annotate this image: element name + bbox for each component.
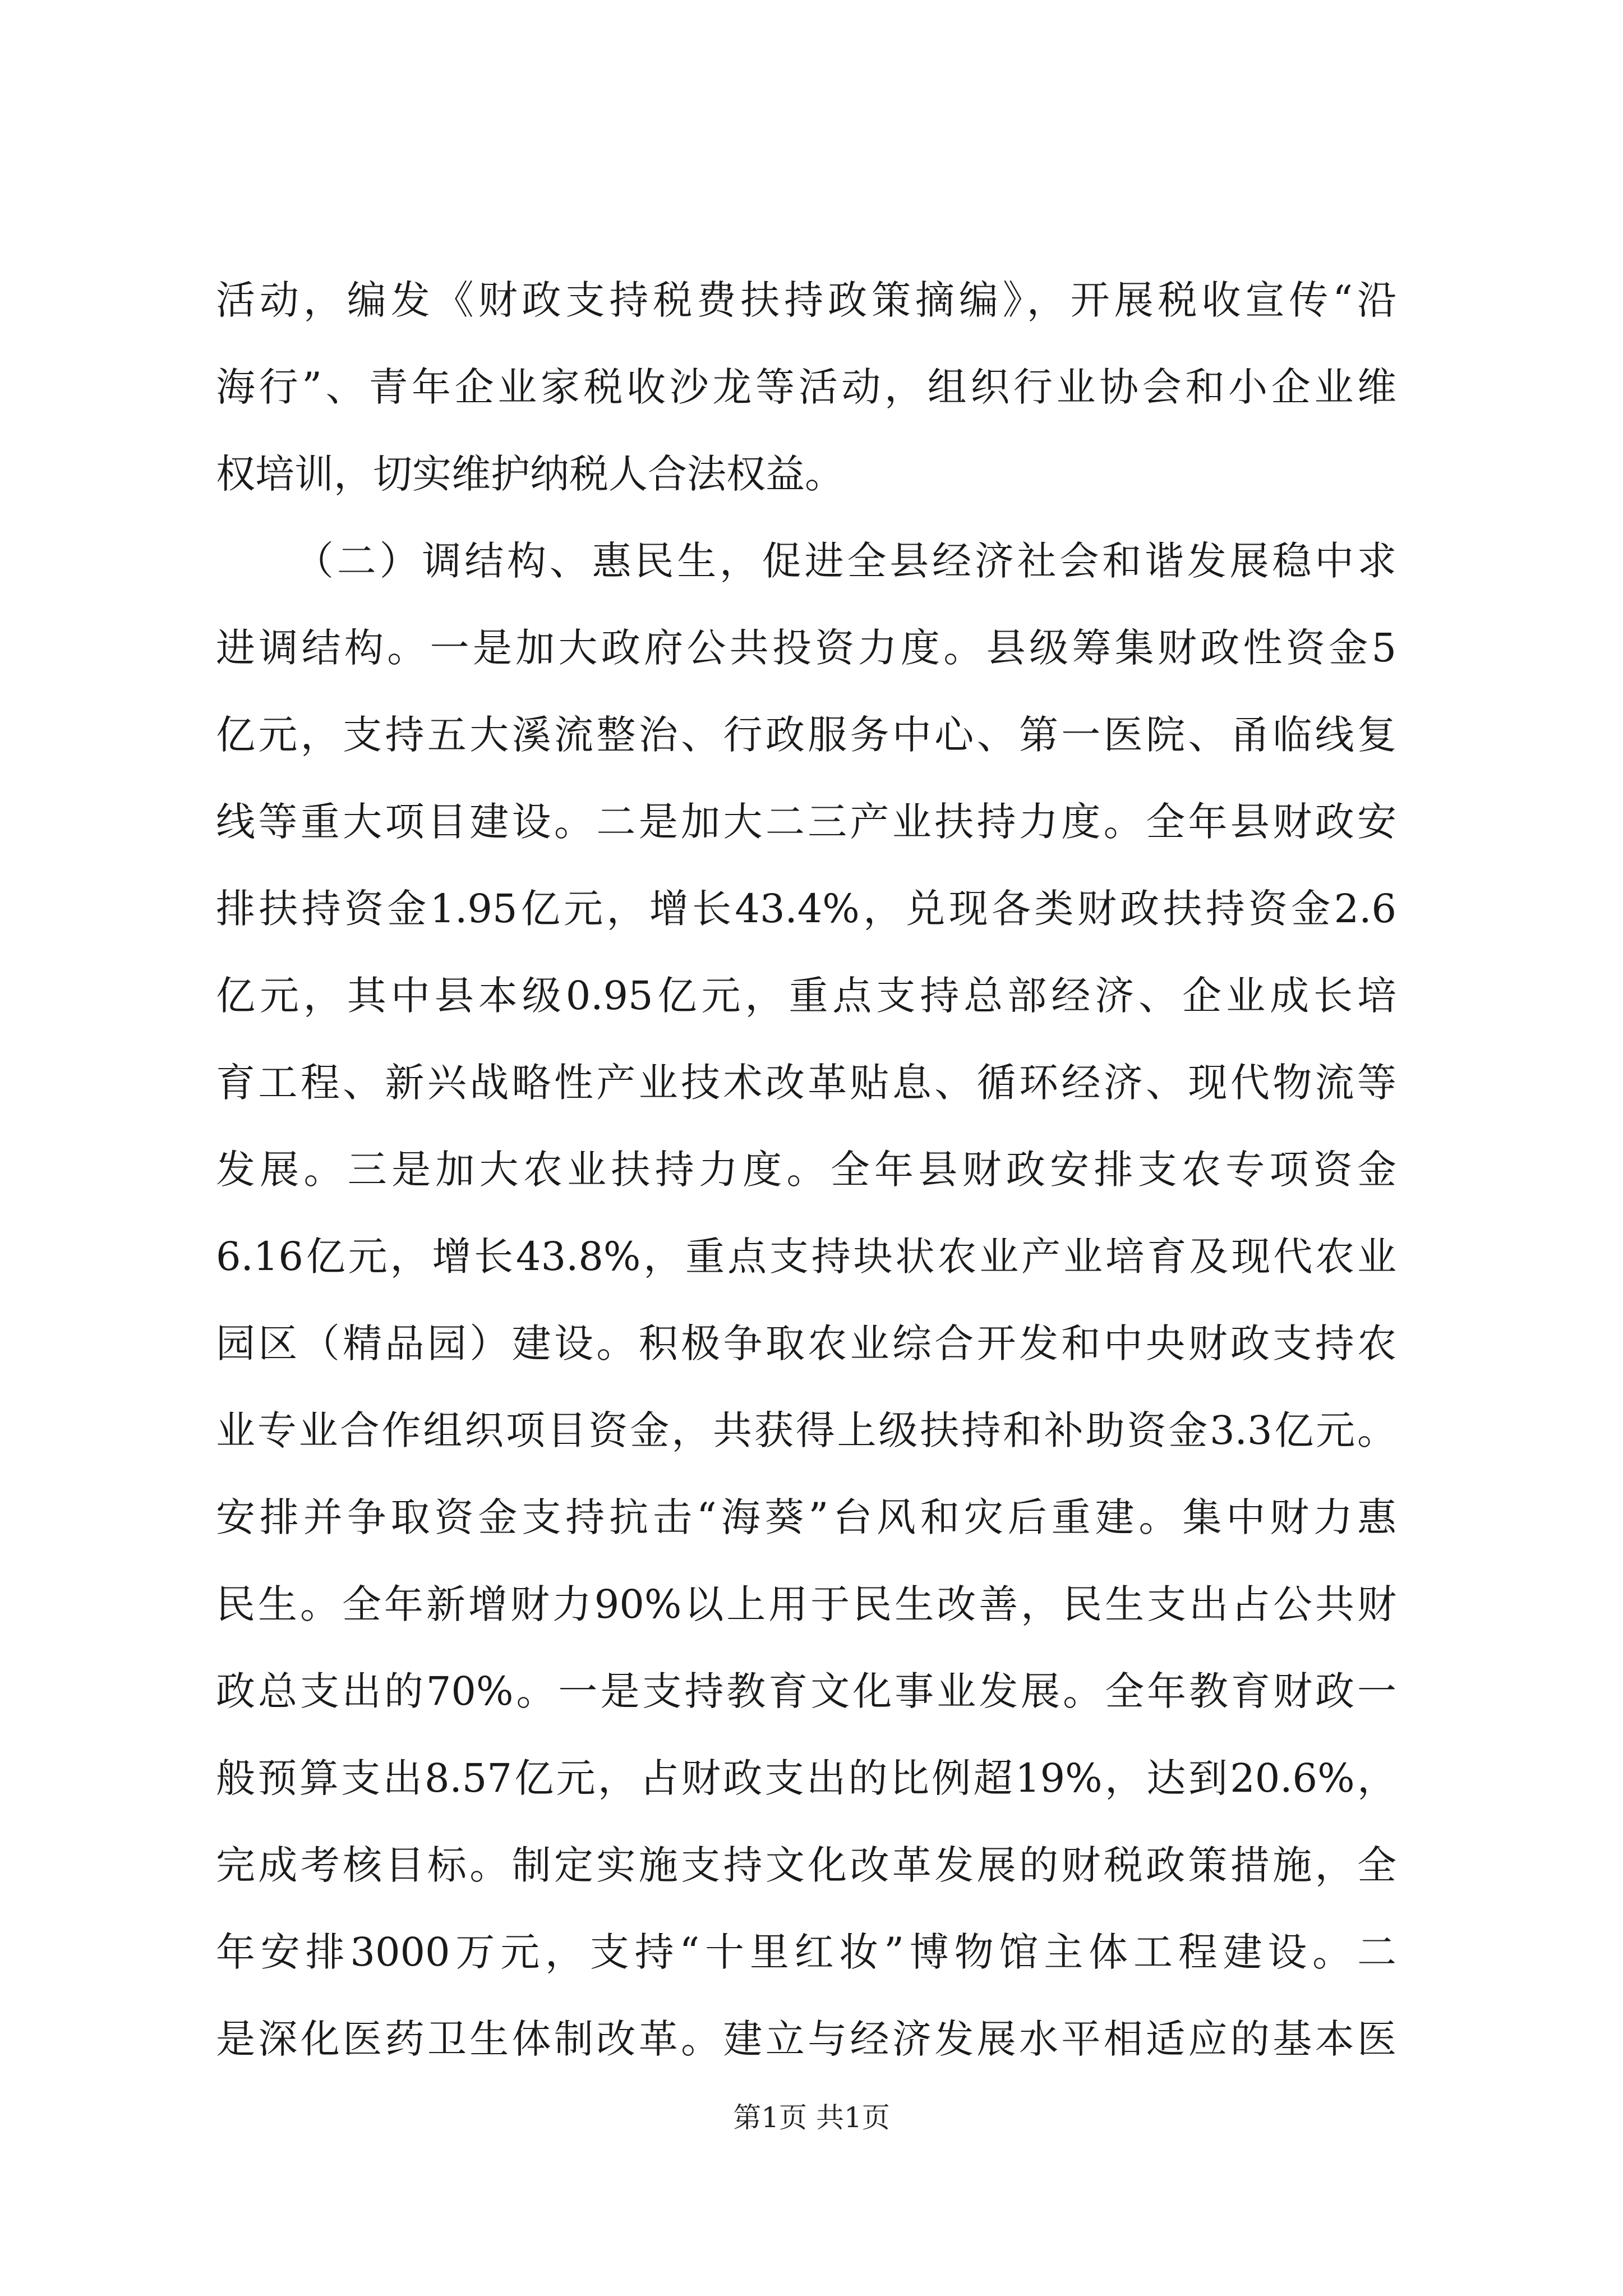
text-line-4: （二）调结构、惠民生，促进全县经济社会和谐发展稳中求 xyxy=(294,538,1396,584)
text-line-8: 排扶持资金1.95亿元，增长43.4%，兑现各类财政扶持资金2.6 xyxy=(216,886,1396,932)
text-line-3: 权培训，切实维护纳税人合法权益。 xyxy=(216,451,844,497)
text-line-15: 安排并争取资金支持抗击“海葵”台风和灾后重建。集中财力惠 xyxy=(216,1494,1396,1540)
text-line-14: 业专业合作组织项目资金，共获得上级扶持和补助资金3.3亿元。 xyxy=(216,1407,1396,1453)
text-line-16: 民生。全年新增财力90%以上用于民生改善，民生支出占公共财 xyxy=(216,1581,1396,1627)
text-line-19: 完成考核目标。制定实施支持文化改革发展的财税政策措施，全 xyxy=(216,1842,1396,1888)
text-line-2: 海行”、青年企业家税收沙龙等活动，组织行业协会和小企业维 xyxy=(216,364,1396,410)
text-line-9: 亿元，其中县本级0.95亿元，重点支持总部经济、企业成长培 xyxy=(216,973,1396,1019)
text-line-17: 政总支出的70%。一是支持教育文化事业发展。全年教育财政一 xyxy=(216,1668,1396,1714)
page-footer: 第1页 共1页 xyxy=(733,2101,890,2134)
text-line-7: 线等重大项目建设。二是加大二三产业扶持力度。全年县财政安 xyxy=(216,799,1396,845)
text-line-10: 育工程、新兴战略性产业技术改革贴息、循环经济、现代物流等 xyxy=(216,1060,1396,1106)
text-line-20: 年安排3000万元，支持“十里红妆”博物馆主体工程建设。二 xyxy=(216,1929,1396,1975)
text-line-18: 般预算支出8.57亿元，占财政支出的比例超19%，达到20.6%， xyxy=(216,1755,1396,1801)
text-line-6: 亿元，支持五大溪流整治、行政服务中心、第一医院、甬临线复 xyxy=(216,712,1396,758)
text-line-11: 发展。三是加大农业扶持力度。全年县财政安排支农专项资金 xyxy=(216,1147,1396,1193)
text-line-21: 是深化医药卫生体制改革。建立与经济发展水平相适应的基本医 xyxy=(216,2016,1396,2062)
text-line-12: 6.16亿元，增长43.8%，重点支持块状农业产业培育及现代农业 xyxy=(216,1234,1396,1280)
text-line-1: 活动，编发《财政支持税费扶持政策摘编》，开展税收宣传“沿 xyxy=(216,277,1396,323)
text-line-5: 进调结构。一是加大政府公共投资力度。县级筹集财政性资金5 xyxy=(216,625,1396,671)
body-text xyxy=(216,257,1396,2083)
text-line-13: 园区（精品园）建设。积极争取农业综合开发和中央财政支持农 xyxy=(216,1320,1396,1366)
